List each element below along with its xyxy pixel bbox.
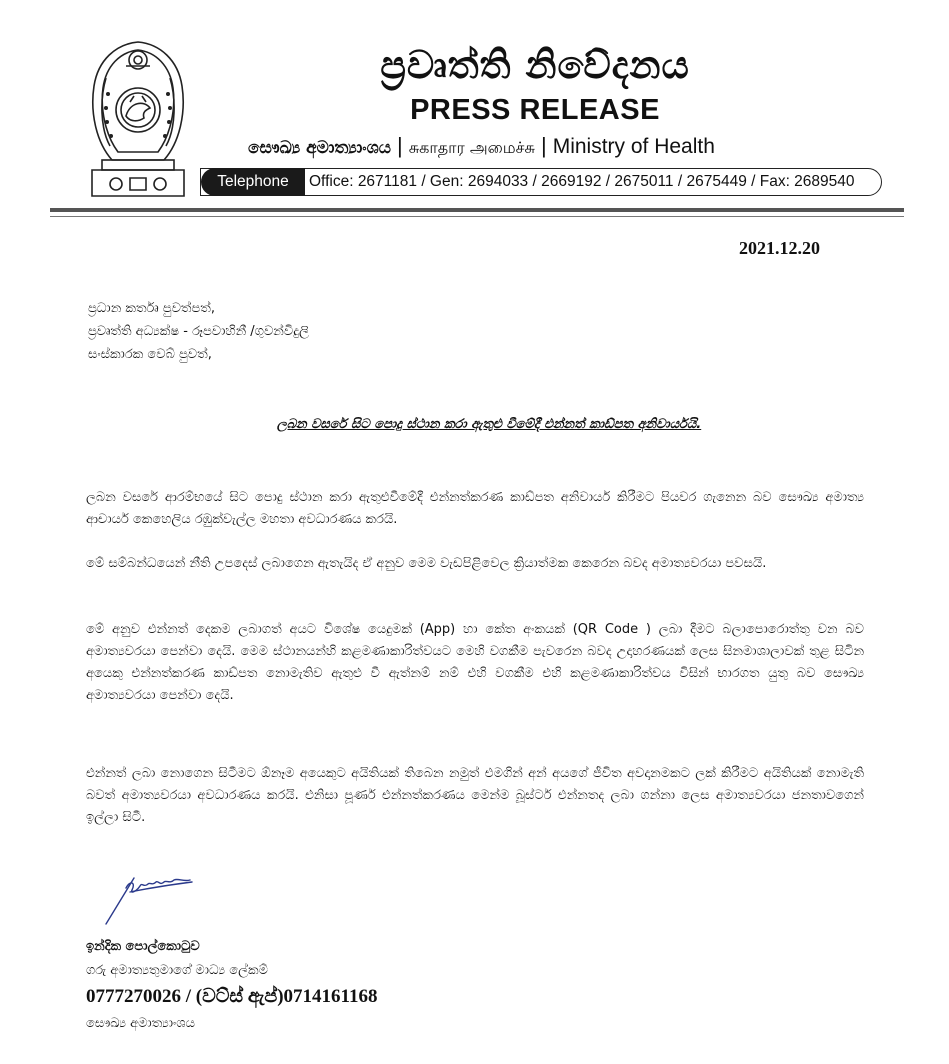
telephone-bar [200,168,882,196]
release-date: 2021.12.20 [739,238,820,258]
addressee: ප්‍රධාන කර්තෘ පුවත්පත්, [88,301,215,316]
header-divider-thin [50,216,904,217]
signature [100,868,210,928]
body-paragraph: මේ සම්බන්ධයෙන් නීති උපදෙස් ලබාගෙන ඇතැයිද ඒ අනුව මෙම වැඩපිළිවෙල ක්‍රියාත්මක කෙරෙන බවද අමාත්‍යවරයා පවසයි. [86,556,767,571]
addressee-list [88,297,309,366]
signatory-block [86,935,377,1037]
ministry-sinhala: සෞඛ්‍ය අමාත්‍යාංශය [248,138,391,158]
body-paragraph: මේ අනුව එන්නත් දෙකම ලබාගත් අයට විශේෂ යෙදුමක් (App) හා කේත අංකයක් (QR Code ) ලබා දීමට බලාපොරොත්තු වන බව අමාත්‍යවරයා පෙන්වා දෙයි. මෙම ස්ථානයන්හි කළමණාකාරිත්වයට මෙහි වගකීම පැවරෙන බවද උදාහරණයක් ලෙස සිනමාශාලාවක් තුළ සිටින අයෙකු එන්නත්කරණ කාඩ්පත නොමැතිව ඇතුළු වී ඇත්නම් නම් එහි වගකීම එහි කළමණාකාරිත්වය විසින් භාරගත යුතු බව සෞඛ්‍ය අමාත්‍යවරයා පෙන්වා දෙයි. [86,622,864,703]
separator: | [540,133,547,158]
signatory-ministry: සෞඛ්‍ය අමාත්‍යාංශය [86,1016,195,1031]
sri-lanka-emblem [86,38,190,200]
body-paragraph: එන්නත් ලබා නොගෙන සිටීමට ඕනෑම අයෙකුට අයිතියක් තිබෙන නමුත් එමගින් අන් අයගේ ජීවිත අවදානමකට ලක් කිරීමට අයිතියක් නොමැති බවත් අමාත්‍යවරයා අවධාරණය කරයි. එනිසා පූර්ණ එන්නත්කරණය මෙන්ම බූස්ටර් එන්නතද ලබා ගන්නා ලෙස අමාත්‍යවරයා ජනතාවගෙන් ඉල්ලා සිටී. [86,766,864,825]
title-english: PRESS RELEASE [410,94,660,126]
ministry-english: Ministry of Health [552,135,715,158]
signatory-name: ඉන්දික පොල්කොටුව [86,939,200,954]
addressee: සංස්කාරක වෙබ් පුවත්, [88,347,212,362]
telephone-label: Telephone [201,168,305,196]
headline: ලබන වසරේ සිට පොදු ස්ථාන කරා ඇතුළු වීමේදී එන්නත් කාඩ්පත අනිවාර්යයි. [276,417,702,432]
separator: | [397,133,403,158]
ministry-tamil: சுகாதார அமைச்சு [408,138,535,157]
addressee: ප්‍රවෘත්ති අධ්‍යක්ෂ - රූපවාහිනී /ගුවන්විදුලි [88,324,309,339]
title-sinhala: ප්‍රවෘත්ති නිවේදනය [380,43,690,87]
header-divider [50,208,904,212]
signatory-title: ගරු අමාත්‍යතුමාගේ මාධ්‍ය ලේකම් [86,963,268,978]
ministry-line [248,130,848,162]
body-paragraph: ලබන වසරේ ආරම්භයේ සිට පොදු ස්ථාන කරා ඇතුළුවීමේදී එන්නත්කරණ කාඩ්පත අනිවාර්ය කිරීමට පියවර ගැනෙන බව සෞඛ්‍ය අමාත්‍ය ආචාර්ය කෙහෙලිය රඹුක්වැල්ල මහතා අවධාරණය කරයි. [86,490,864,527]
telephone-numbers: Office: 2671181 / Gen: 2694033 / 2669192 / 2675011 / 2675449 / Fax: 2689540 [309,173,855,190]
signatory-phone: 0777270026 / (වට්ස් ඇප්)0714161168 [86,986,378,1007]
